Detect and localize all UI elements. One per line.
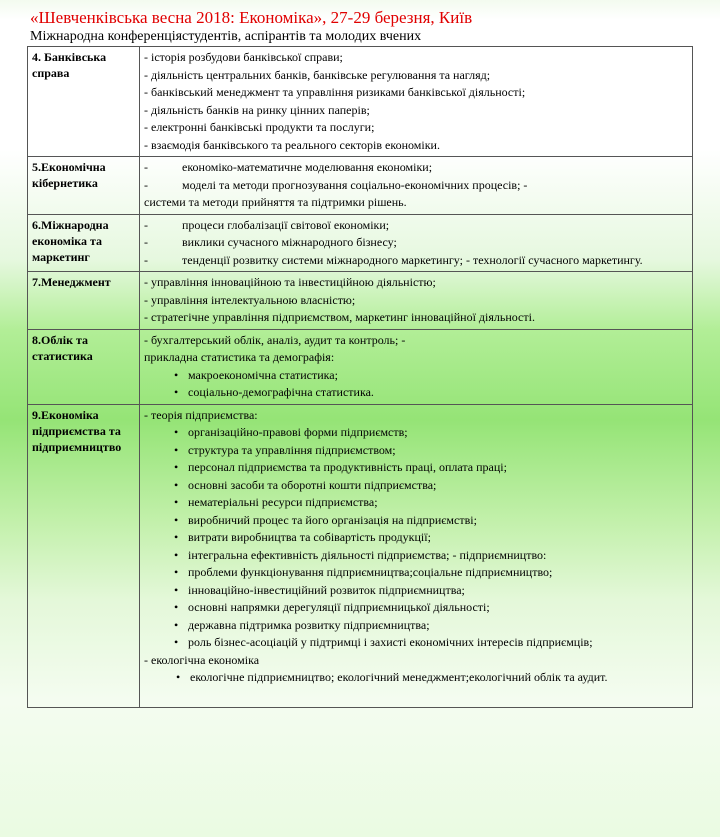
topic-line: - взаємодія банківського та реального секторів економіки.: [144, 137, 440, 152]
bullet-item: • екологічне підприємництво; екологічний менеджмент;екологічний облік та аудит.: [144, 669, 688, 687]
section-name: 9.Економіка підприємства та підприємництво: [28, 404, 140, 707]
section-name: 4. Банківська справа: [28, 47, 140, 157]
bullet-item: • інноваційно-інвестиційний розвиток підприємництва;: [144, 582, 688, 600]
section-topics: [140, 214, 693, 272]
bullet-icon: •: [176, 670, 181, 684]
section-name: 5.Економічна кібернетика: [28, 157, 140, 215]
section-row-cybernetics: [28, 157, 693, 215]
section-name: 8.Облік та статистика: [28, 329, 140, 404]
bullet-item: • макроекономічна статистика;: [144, 367, 688, 385]
topic-line: - теорія підприємства:: [144, 407, 258, 422]
section-topics: [140, 329, 693, 404]
bullet-icon: •: [174, 512, 179, 527]
topic-line: прикладна статистика та демографія:: [144, 350, 335, 364]
bullet-item: • інтегральна ефективність діяльності підприємства; - підприємництво:: [144, 547, 688, 565]
spacer: [144, 687, 688, 705]
topic-line: - виклики сучасного міжнародного бізнесу;: [144, 234, 688, 252]
topic-line: - стратегічне управління підприємством, маркетинг інноваційної діяльності.: [144, 310, 535, 324]
section-name: 6.Міжнародна економіка та маркетинг: [28, 214, 140, 272]
bullet-item: • державна підтримка розвитку підприємництва;: [144, 617, 688, 635]
bullet-item: • роль бізнес-асоціацій у підтримці і захисті економічних інтересів підприємців;: [144, 634, 688, 652]
topic-line: - електронні банківські продукти та послуги;: [144, 120, 375, 134]
bullet-icon: •: [174, 477, 179, 492]
bullet-icon: •: [174, 367, 179, 382]
topic-line: - історія розбудови банківської справи;: [144, 50, 343, 64]
bullet-icon: •: [174, 635, 179, 649]
section-topics: [140, 272, 693, 330]
bullet-item: • виробничий процес та його організація на підприємстві;: [144, 512, 688, 530]
section-topics: [140, 157, 693, 215]
topic-line: - діяльність банків на ринку цінних паперів;: [144, 102, 370, 117]
topic-line: - екологічна економіка: [144, 652, 260, 667]
topic-line: - банківський менеджмент та управління ризиками банківської діяльності;: [144, 85, 526, 99]
bullet-icon: •: [174, 582, 179, 597]
bullet-icon: •: [174, 600, 179, 614]
section-row-management: [28, 272, 693, 330]
bullet-item: • основні напрямки дерегуляції підприємницької діяльності;: [144, 599, 688, 617]
bullet-icon: •: [174, 547, 179, 562]
bullet-item: • структура та управління підприємством;: [144, 442, 688, 460]
bullet-icon: •: [174, 495, 179, 509]
bullet-icon: •: [174, 617, 179, 632]
bullet-icon: •: [174, 442, 179, 457]
topic-line: - процеси глобалізації світової економіки;: [144, 217, 688, 235]
section-name: 7.Менеджмент: [28, 272, 140, 330]
dash-marker: -: [144, 160, 148, 174]
bullet-icon: •: [174, 565, 179, 579]
bullet-icon: •: [174, 425, 179, 439]
section-topics: [140, 47, 693, 157]
bullet-item: • проблеми функціонування підприємництва;соціальне підприємництво;: [144, 564, 688, 582]
bullet-item: • основні засоби та оборотні кошти підприємства;: [144, 477, 688, 495]
bullet-item: • витрати виробництва та собівартість продукції;: [144, 529, 688, 547]
topic-line: - бухгалтерський облік, аналіз, аудит та контроль; -: [144, 332, 406, 347]
conference-title: «Шевченківська весна 2018: Економіка», 27-29 березня, Київ: [30, 8, 473, 27]
bullet-item: • соціально-демографічна статистика.: [144, 384, 688, 402]
section-topics: [140, 404, 693, 707]
sections-table: [27, 46, 693, 708]
section-row-international: [28, 214, 693, 272]
section-row-accounting: [28, 329, 693, 404]
bullet-icon: •: [174, 460, 179, 474]
dash-marker: -: [144, 177, 148, 192]
topic-line: - моделі та методи прогнозування соціально-економічних процесів; -: [144, 177, 688, 195]
conference-subtitle: Міжнародна конференціястудентів, аспірантів та молодих вчених: [30, 29, 422, 44]
bullet-item: • персонал підприємства та продуктивність праці, оплата праці;: [144, 459, 688, 477]
dash-marker: -: [144, 235, 148, 249]
topic-line: - діяльність центральних банків, банківське регулювання та нагляд;: [144, 67, 491, 82]
topic-line: - управління інтелектуальною власністю;: [144, 292, 356, 307]
section-row-banking: [28, 47, 693, 157]
topic-line: системи та методи прийняття та підтримки рішень.: [144, 195, 407, 209]
topic-line: - тенденції розвитку системи міжнародного маркетингу; - технології сучасного маркетингу.: [144, 252, 688, 270]
dash-marker: -: [144, 217, 148, 232]
bullet-item: • нематеріальні ресурси підприємства;: [144, 494, 688, 512]
bullet-item: • організаційно-правові форми підприємств;: [144, 424, 688, 442]
bullet-icon: •: [174, 530, 179, 544]
section-row-enterprise: [28, 404, 693, 707]
topic-line: - економіко-математичне моделювання економіки;: [144, 159, 688, 177]
dash-marker: -: [144, 252, 148, 267]
bullet-icon: •: [174, 385, 179, 399]
topic-line: - управління інноваційною та інвестиційною діяльністю;: [144, 275, 436, 289]
